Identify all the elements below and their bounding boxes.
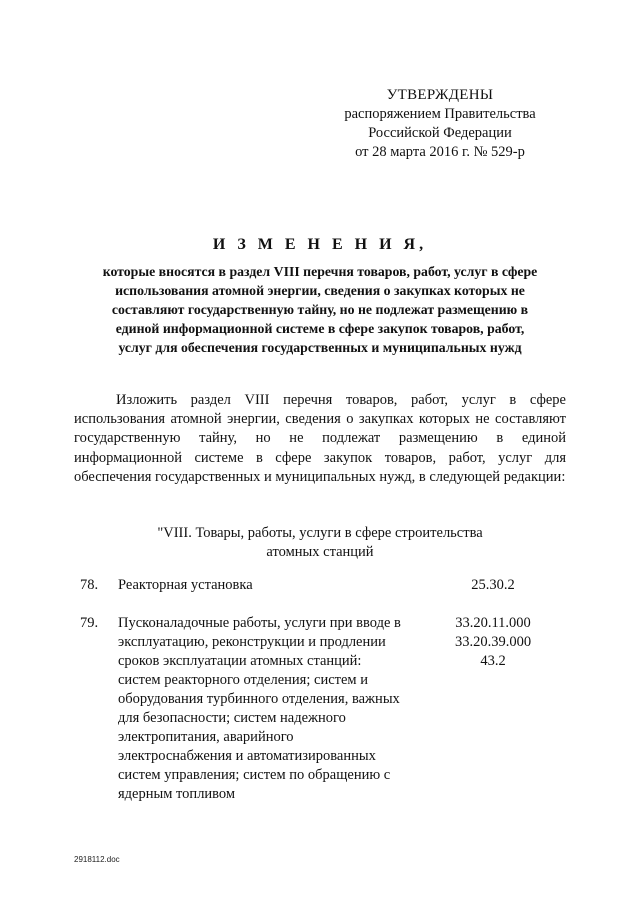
approval-date-number: от 28 марта 2016 г. № 529-р xyxy=(355,144,525,160)
document-title: И З М Е Н Е Н И Я, xyxy=(212,236,428,253)
item-code: 33.20.11.000 xyxy=(455,615,531,631)
item-description-line: Реакторная установка xyxy=(118,577,253,593)
item-description-line: электропитания, аварийного xyxy=(118,729,294,745)
subtitle-line: услуг для обеспечения государственных и муниципальных нужд xyxy=(118,340,522,355)
approval-block xyxy=(330,86,550,162)
document-subtitle xyxy=(70,262,570,357)
item-number: 79. xyxy=(80,615,99,631)
item-code: 33.20.39.000 xyxy=(454,634,532,650)
item-description-line: ядерным топливом xyxy=(118,786,236,802)
body-paragraph: Изложить раздел VIII перечня товаров, работ, услуг в сфере использования атомной энергии, сведения о закупках которых не составляют государственную тайну, но не подлежат размещению в единой информационной системе в сфере закупок товаров, работ, услуг для обеспечения государственных и муниципальных нужд, в следующей редакции: xyxy=(74,392,566,485)
subtitle-line: составляют государственную тайну, но не подлежат размещению в xyxy=(111,302,529,317)
item-description-line: оборудования турбинного отделения, важных xyxy=(118,691,400,707)
item-description-line: систем реакторного отделения; систем и xyxy=(118,672,368,688)
section-heading-line: атомных станций xyxy=(266,544,374,560)
item-codes xyxy=(443,614,543,671)
item-code: 43.2 xyxy=(480,653,506,669)
item-codes xyxy=(443,576,543,595)
item-description-line: систем управления; систем по обращению с xyxy=(118,767,391,783)
footer-filename: 2918112.doc xyxy=(74,855,120,864)
section-heading xyxy=(120,524,520,562)
approval-line: Российской Федерации xyxy=(368,125,512,141)
item-code: 25.30.2 xyxy=(471,577,515,593)
approval-heading: УТВЕРЖДЕНЫ xyxy=(386,87,494,103)
item-description-line: сроков эксплуатации атомных станций: xyxy=(118,653,362,669)
approval-line: распоряжением Правительства xyxy=(344,106,536,122)
item-number: 78. xyxy=(80,577,99,593)
item-description-line: электроснабжения и автоматизированных xyxy=(118,748,376,764)
item-description-line: эксплуатацию, реконструкции и продлении xyxy=(118,634,386,650)
item-description xyxy=(118,576,423,595)
subtitle-line: которые вносятся в раздел VIII перечня товаров, работ, услуг в сфере xyxy=(102,264,538,279)
subtitle-line: использования атомной энергии, сведения о закупках которых не xyxy=(115,283,525,298)
subtitle-line: единой информационной системе в сфере закупок товаров, работ, xyxy=(115,321,525,336)
item-description-line: для безопасности; систем надежного xyxy=(118,710,346,726)
item-description-line: Пусконаладочные работы, услуги при вводе в xyxy=(118,615,401,631)
section-heading-line: "VIII. Товары, работы, услуги в сфере строительства xyxy=(157,525,483,541)
item-description xyxy=(118,614,423,804)
